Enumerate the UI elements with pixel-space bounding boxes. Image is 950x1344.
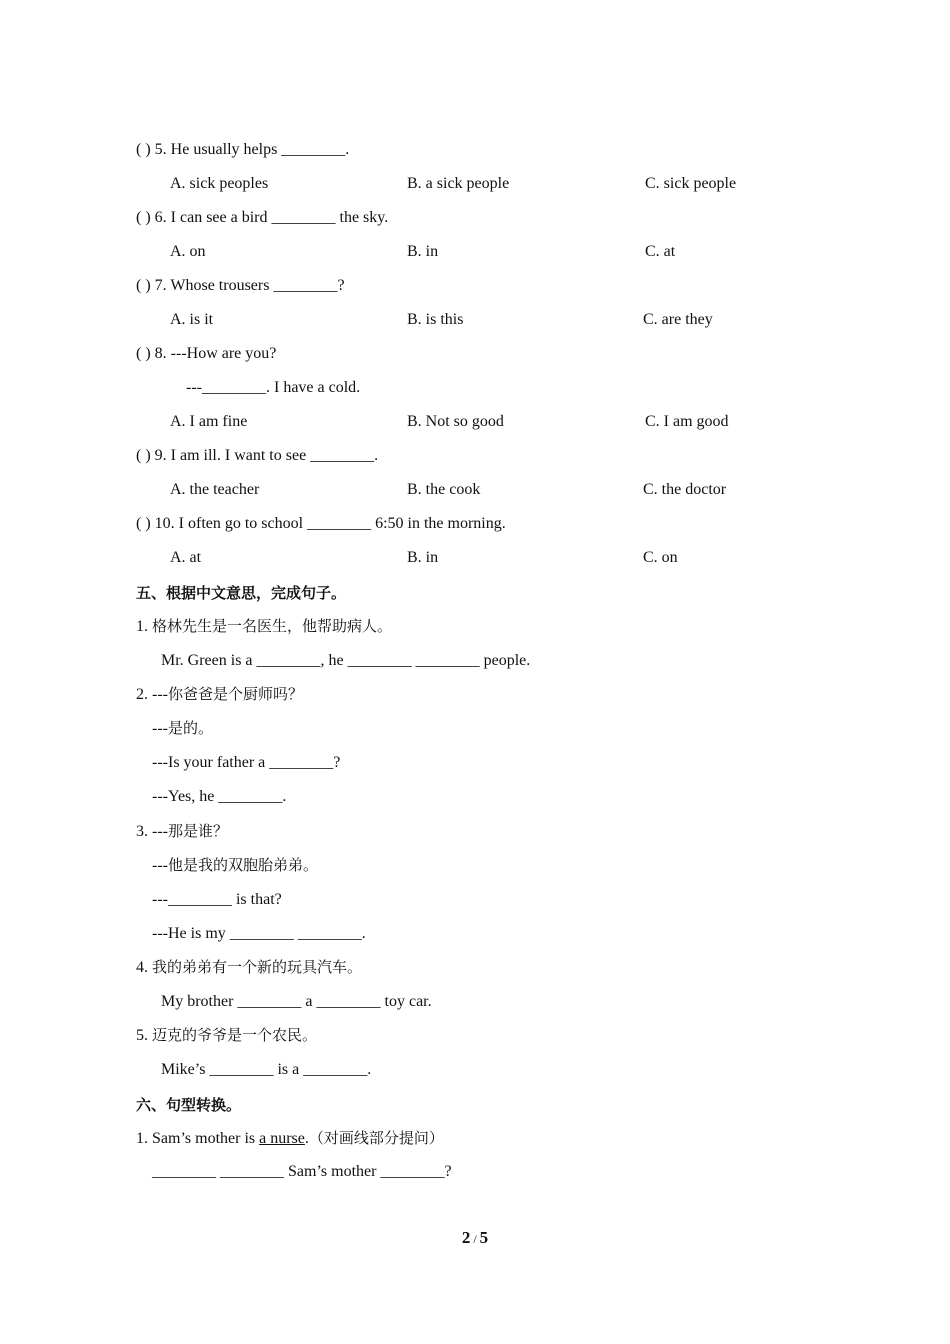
s5-item-3-answer-2: ---He is my ________ ________.: [152, 925, 366, 942]
s5-item-2-answer-1: ---Is your father a ________?: [152, 754, 341, 771]
s5-item-5-prompt: 5. 迈克的爷爷是一个农民。: [136, 1026, 318, 1044]
question-8-reply: ---________. I have a cold.: [186, 379, 361, 396]
question-10: ( ) 10. I often go to school ________ 6:50 in the morning.: [136, 515, 506, 532]
q9-option-c: C. the doctor: [643, 481, 727, 498]
q8-option-a: A. I am fine: [170, 413, 248, 430]
underlined-phrase: a nurse: [259, 1130, 305, 1147]
section-5-title: 五、根据中文意思，完成句子。: [136, 584, 347, 602]
s5-item-2-answer-2: ---Yes, he ________.: [152, 788, 287, 805]
q9-option-b: B. the cook: [407, 481, 481, 498]
section-6-title: 六、句型转换。: [136, 1096, 242, 1114]
s6-item-1-answer: ________ ________ Sam’s mother ________?: [152, 1163, 452, 1180]
q5-option-b: B. a sick people: [407, 175, 510, 192]
question-9: ( ) 9. I am ill. I want to see ________.: [136, 447, 379, 464]
question-7: ( ) 7. Whose trousers ________?: [136, 277, 345, 294]
s5-item-3-answer-1: ---________ is that?: [152, 891, 282, 908]
question-5: ( ) 5. He usually helps ________.: [136, 141, 350, 158]
q8-option-b: B. Not so good: [407, 413, 504, 430]
s5-item-1-prompt: 1. 格林先生是一名医生，他帮助病人。: [136, 617, 393, 635]
s5-item-2-reply-cn: ---是的。: [152, 719, 213, 737]
q7-option-c: C. are they: [643, 311, 713, 328]
s5-item-5-answer: Mike’s ________ is a ________.: [161, 1061, 372, 1078]
q10-option-a: A. at: [170, 549, 202, 566]
page-number: 2 / 5: [461, 1228, 489, 1247]
q6-option-a: A. on: [170, 243, 206, 260]
s5-item-1-answer: Mr. Green is a ________, he ________ ________ people.: [161, 652, 531, 669]
q7-option-a: A. is it: [170, 311, 214, 328]
q7-option-b: B. is this: [407, 311, 464, 328]
s5-item-4-prompt: 4. 我的弟弟有一个新的玩具汽车。: [136, 958, 363, 976]
q8-option-c: C. I am good: [645, 413, 729, 430]
s5-item-4-answer: My brother ________ a ________ toy car.: [161, 993, 432, 1010]
q5-option-c: C. sick people: [645, 175, 737, 192]
q6-option-c: C. at: [645, 243, 676, 260]
question-6: ( ) 6. I can see a bird ________ the sky.: [136, 209, 389, 226]
q10-option-b: B. in: [407, 549, 439, 566]
q10-option-c: C. on: [643, 549, 678, 566]
s5-item-3-prompt: 3. ---那是谁？: [136, 822, 228, 840]
question-8: ( ) 8. ---How are you?: [136, 345, 277, 362]
q6-option-b: B. in: [407, 243, 439, 260]
q9-option-a: A. the teacher: [170, 481, 260, 498]
s6-item-1-prompt: 1. Sam’s mother is a nurse.（对画线部分提问）: [136, 1129, 444, 1147]
q5-option-a: A. sick peoples: [170, 175, 269, 192]
s5-item-2-prompt: 2. ---你爸爸是个厨师吗？: [136, 685, 303, 703]
s5-item-3-reply-cn: ---他是我的双胞胎弟弟。: [152, 856, 318, 874]
